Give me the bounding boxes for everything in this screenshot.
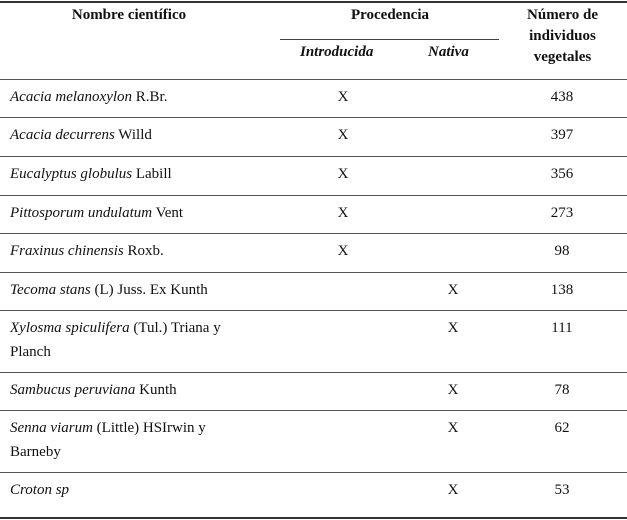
species-binomial: Xylosma spiculifera [10,320,130,336]
individual-count: 111 [551,320,573,336]
species-name [10,278,280,302]
species-binomial: Fraxinus chinensis [10,243,124,259]
introduced-mark: X [337,89,349,105]
individual-count: 98 [554,243,570,259]
table-top-rule [0,1,627,3]
header-count-line2: individuos [529,28,596,44]
row-divider [0,233,627,234]
species-authority: Roxb. [123,243,164,259]
header-scientific-name: Nombre científico [71,7,187,23]
species-binomial: Senna viarum [10,420,93,436]
species-authority: Willd [114,127,152,143]
row-divider [0,472,627,473]
species-authority: Kunth [135,382,177,398]
row-divider [0,372,627,373]
native-mark: X [447,420,459,436]
species-name [10,478,280,502]
species-authority: R.Br. [132,89,168,105]
species-authority: (Little) HSIrwin y [92,420,206,436]
header-count-line3: vegetales [533,49,592,65]
individual-count: 78 [554,382,570,398]
species-authority: Vent [152,205,184,221]
species-authority: (L) Juss. Ex Kunth [90,282,208,298]
row-divider [0,310,627,311]
row-divider [0,156,627,157]
species-binomial: Pittosporum undulatum [10,205,153,221]
origin-subheader-rule [280,39,499,40]
individual-count: 53 [554,482,570,498]
species-authority-cont: Planch [10,344,51,360]
individual-count: 62 [554,420,570,436]
introduced-mark: X [337,243,349,259]
individual-count: 356 [550,166,574,182]
row-divider [0,272,627,273]
row-divider [0,195,627,196]
species-binomial: Croton sp [10,482,70,498]
header-origin: Procedencia [350,7,430,23]
individual-count: 273 [550,205,574,221]
individual-count: 138 [550,282,574,298]
species-name [10,316,280,364]
native-mark: X [447,482,459,498]
table-bottom-rule [0,517,627,519]
species-authority: Labill [132,166,172,182]
species-binomial: Acacia melanoxylon [10,89,133,105]
species-name [10,201,280,225]
species-name [10,85,280,109]
native-mark: X [447,320,459,336]
species-name [10,239,280,263]
header-bottom-rule [0,79,627,80]
species-authority: (Tul.) Triana y [129,320,221,336]
introduced-mark: X [337,166,349,182]
species-binomial: Sambucus peruviana [10,382,136,398]
species-name [10,162,280,186]
species-binomial: Acacia decurrens [10,127,115,143]
introduced-mark: X [337,205,349,221]
row-divider [0,410,627,411]
species-name [10,416,280,464]
header-introduced: Introducida [300,44,374,60]
species-authority-cont: Barneby [10,444,61,460]
native-mark: X [447,382,459,398]
species-binomial: Eucalyptus globulus [10,166,133,182]
species-name [10,378,280,402]
individual-count: 397 [550,127,574,143]
row-divider [0,117,627,118]
header-count [505,5,620,68]
species-name [10,123,280,147]
header-count-line1: Número de [527,7,598,23]
header-native: Nativa [428,44,469,60]
individual-count: 438 [550,89,574,105]
native-mark: X [447,282,459,298]
species-binomial: Tecoma stans [10,282,91,298]
introduced-mark: X [337,127,349,143]
